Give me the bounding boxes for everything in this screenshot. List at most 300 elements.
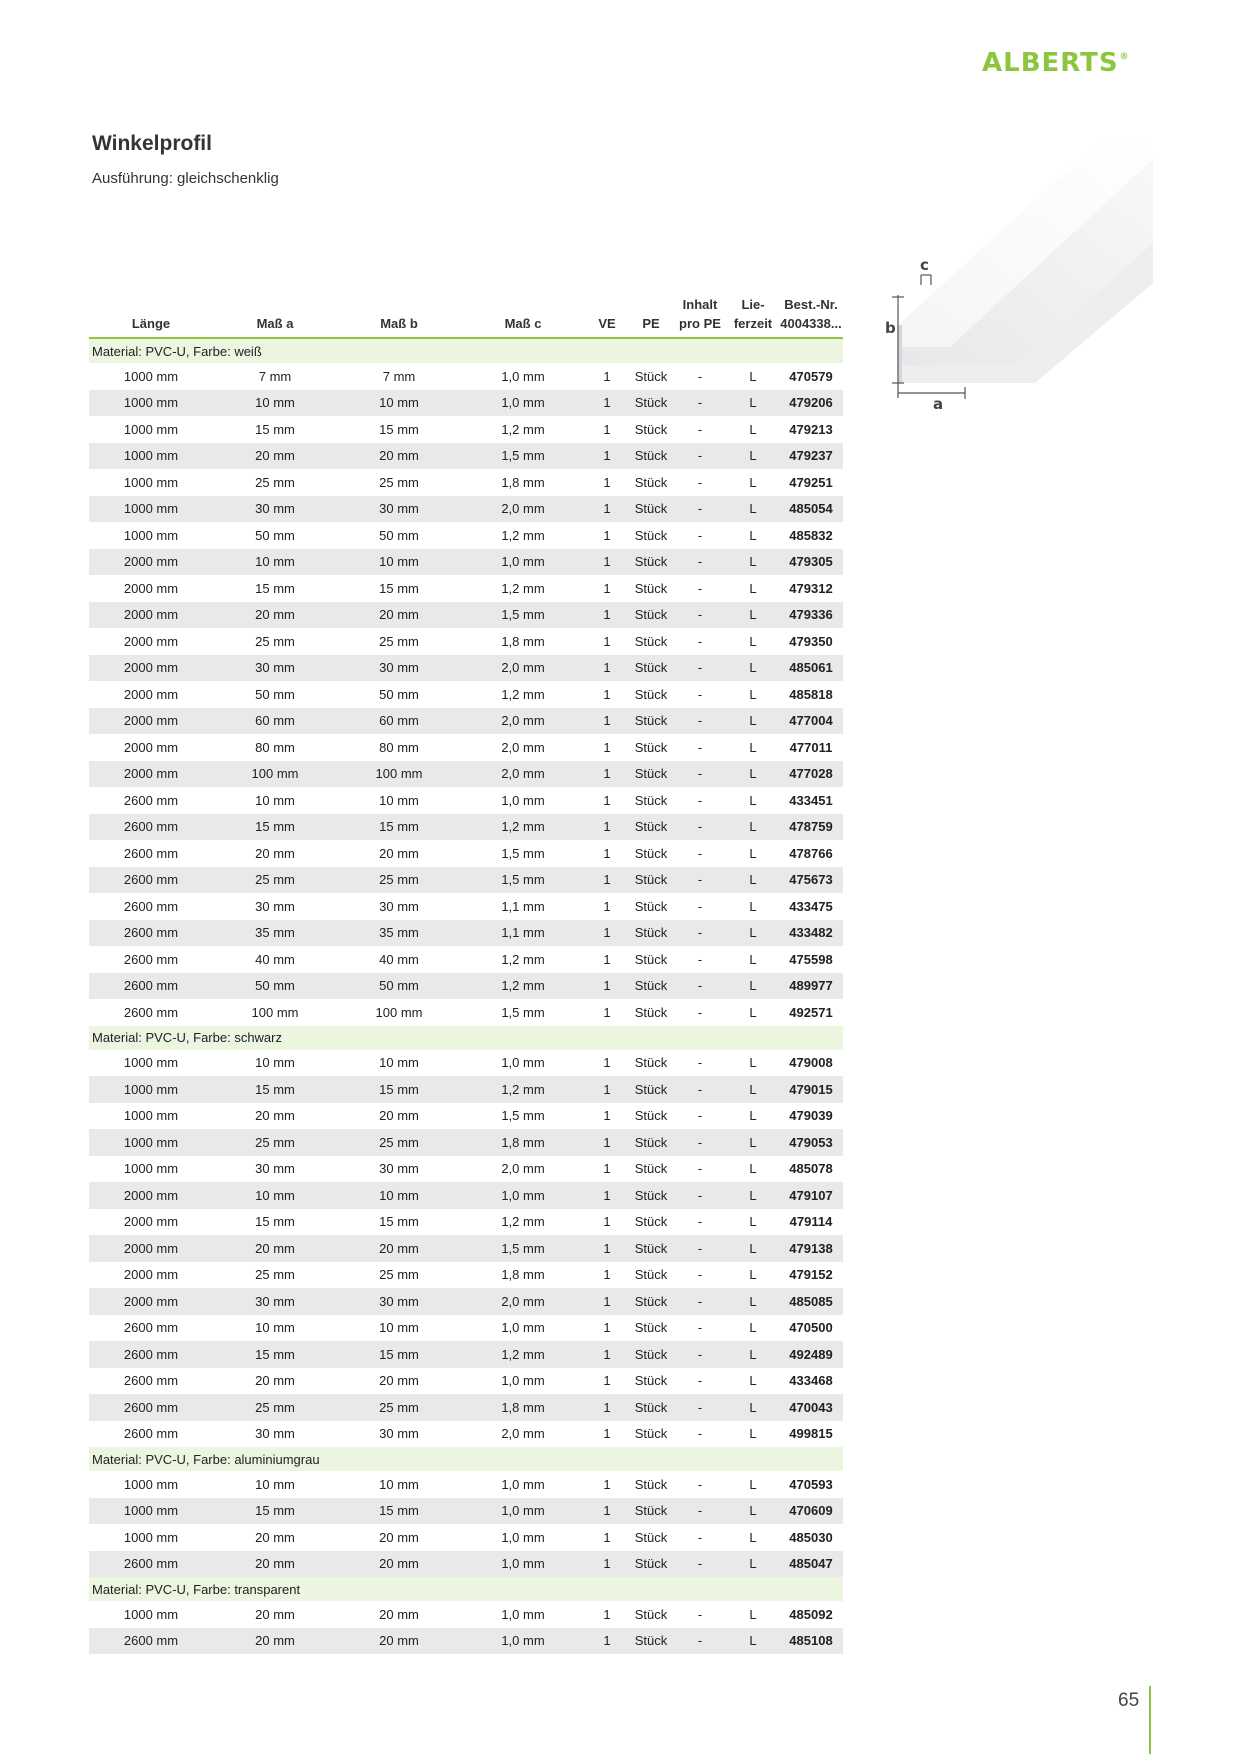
- material-group-row: [89, 1447, 843, 1471]
- table-cell: 30 mm: [337, 655, 461, 682]
- table-cell: 1: [603, 898, 611, 914]
- table-cell: 2600 mm: [123, 898, 179, 914]
- table-cell: -: [673, 1288, 727, 1315]
- table-cell: Stück: [629, 1129, 673, 1156]
- table-cell: 15 mm: [255, 421, 295, 437]
- table-cell: 2600 mm: [89, 973, 213, 1000]
- article-number-cell: 478766: [789, 845, 833, 861]
- label-c: c: [920, 256, 929, 274]
- table-cell: 1,0 mm: [461, 1182, 585, 1209]
- table-row: [89, 469, 843, 496]
- table-cell: 20 mm: [213, 1235, 337, 1262]
- column-header-line: Maß c: [504, 316, 542, 331]
- table-cell: 1: [603, 580, 611, 596]
- table-cell: Stück: [634, 1476, 668, 1492]
- table-cell: Stück: [634, 633, 668, 649]
- table-cell: 100 mm: [213, 761, 337, 788]
- table-cell: Stück: [629, 655, 673, 682]
- table-cell: 1: [585, 1601, 629, 1628]
- table-cell: -: [673, 1551, 727, 1578]
- table-cell: L: [727, 1601, 779, 1628]
- table-cell: 1,5 mm: [461, 443, 585, 470]
- table-cell: Stück: [629, 1628, 673, 1655]
- table-cell: 1: [585, 1498, 629, 1525]
- table-cell: 2000 mm: [89, 761, 213, 788]
- table-cell: Stück: [629, 1288, 673, 1315]
- column-header-line: PE: [642, 316, 660, 331]
- table-cell: 2000 mm: [89, 1182, 213, 1209]
- table-cell: -: [697, 421, 703, 437]
- article-number-cell: 479206: [779, 390, 843, 417]
- article-number-cell: 479107: [779, 1182, 843, 1209]
- table-cell: Stück: [634, 527, 668, 543]
- table-row: [89, 1209, 843, 1236]
- table-cell: 1,1 mm: [501, 898, 545, 914]
- brand-name: ALBERTS: [982, 48, 1119, 78]
- table-cell: 2600 mm: [89, 1551, 213, 1578]
- table-cell: 25 mm: [213, 1129, 337, 1156]
- table-cell: 1: [585, 1628, 629, 1655]
- article-number-cell: 470593: [789, 1476, 833, 1492]
- table-cell: -: [697, 1004, 703, 1020]
- table-cell: 1: [585, 549, 629, 576]
- table-cell: 100 mm: [375, 1004, 423, 1020]
- table-cell: 1,0 mm: [461, 390, 585, 417]
- table-cell: 2600 mm: [89, 814, 213, 841]
- table-cell: Stück: [634, 1267, 668, 1283]
- table-cell: -: [697, 845, 703, 861]
- table-cell: -: [673, 1601, 727, 1628]
- table-cell: L: [749, 1004, 757, 1020]
- table-cell: 1: [603, 633, 611, 649]
- column-header: [779, 292, 843, 338]
- table-cell: 2600 mm: [89, 867, 213, 894]
- table-cell: 1: [603, 1214, 611, 1230]
- table-row: [89, 628, 843, 655]
- article-number-cell: 485078: [789, 1161, 833, 1177]
- table-cell: L: [749, 580, 757, 596]
- column-header: [89, 292, 213, 338]
- article-number-cell: 485818: [789, 686, 833, 702]
- article-number-cell: 479312: [789, 580, 833, 596]
- table-cell: Stück: [634, 1055, 668, 1071]
- table-cell: 20 mm: [337, 443, 461, 470]
- table-cell: 1: [585, 1394, 629, 1421]
- table-cell: Stück: [629, 867, 673, 894]
- table-cell: -: [673, 655, 727, 682]
- table-cell: 2600 mm: [123, 845, 179, 861]
- table-cell: 30 mm: [337, 496, 461, 523]
- table-cell: L: [749, 792, 757, 808]
- table-cell: Stück: [634, 1108, 668, 1124]
- article-number-cell: 485108: [779, 1628, 843, 1655]
- table-body: [89, 338, 843, 1654]
- table-cell: 1: [585, 390, 629, 417]
- table-cell: 1,2 mm: [501, 421, 545, 437]
- table-cell: 25 mm: [337, 867, 461, 894]
- table-cell: L: [727, 1182, 779, 1209]
- table-cell: 20 mm: [337, 602, 461, 629]
- article-number-cell: 477011: [789, 739, 833, 755]
- table-row: [89, 1601, 843, 1628]
- column-header-line: Inhalt: [682, 297, 718, 312]
- column-header: [673, 292, 727, 338]
- material-group-row: [89, 1026, 843, 1050]
- table-cell: 50 mm: [379, 686, 419, 702]
- table-cell: 1000 mm: [89, 496, 213, 523]
- table-row: [89, 840, 843, 867]
- table-cell: 1: [585, 1076, 629, 1103]
- table-cell: L: [749, 1214, 757, 1230]
- page-number-rule: [1149, 1686, 1151, 1754]
- table-row: [89, 1288, 843, 1315]
- table-cell: 1000 mm: [89, 443, 213, 470]
- material-group-label: Material: PVC-U, Farbe: weiß: [89, 338, 843, 363]
- material-group-label: Material: PVC-U, Farbe: aluminiumgrau: [89, 1447, 843, 1471]
- table-cell: 10 mm: [255, 792, 295, 808]
- table-cell: 50 mm: [255, 686, 295, 702]
- table-cell: Stück: [634, 421, 668, 437]
- table-cell: 1: [585, 973, 629, 1000]
- table-cell: Stück: [629, 1551, 673, 1578]
- column-header: [213, 292, 337, 338]
- table-cell: 25 mm: [255, 1267, 295, 1283]
- table-cell: 1: [603, 1108, 611, 1124]
- table-cell: 10 mm: [379, 1320, 419, 1336]
- table-cell: -: [673, 1628, 727, 1655]
- table-cell: 10 mm: [255, 1320, 295, 1336]
- article-number-cell: 485054: [779, 496, 843, 523]
- table-cell: 1: [603, 1529, 611, 1545]
- table-cell: 20 mm: [213, 1551, 337, 1578]
- page-subtitle: Ausführung: gleichschenklig: [92, 170, 279, 187]
- table-cell: 1: [603, 792, 611, 808]
- table-cell: -: [697, 1267, 703, 1283]
- table-cell: 1000 mm: [89, 390, 213, 417]
- table-cell: L: [727, 814, 779, 841]
- article-number-cell: 479152: [789, 1267, 833, 1283]
- article-number-cell: 470500: [789, 1320, 833, 1336]
- table-cell: 1: [585, 1341, 629, 1368]
- table-cell: 1,0 mm: [461, 1551, 585, 1578]
- table-row: [89, 946, 843, 973]
- table-cell: 1: [585, 920, 629, 947]
- article-number-cell: 485085: [779, 1288, 843, 1315]
- column-header-line: VE: [598, 316, 616, 331]
- table-cell: 20 mm: [379, 845, 419, 861]
- table-row: [89, 1524, 843, 1551]
- table-cell: 30 mm: [337, 1288, 461, 1315]
- table-cell: L: [727, 1235, 779, 1262]
- table-cell: L: [749, 1320, 757, 1336]
- table-cell: 1: [585, 1235, 629, 1262]
- table-cell: 1,2 mm: [501, 580, 545, 596]
- column-header: [629, 292, 673, 338]
- table-cell: 1: [603, 1004, 611, 1020]
- table-cell: 1: [603, 368, 611, 384]
- table-row: [89, 1182, 843, 1209]
- table-cell: -: [697, 951, 703, 967]
- table-cell: 20 mm: [255, 1108, 295, 1124]
- table-cell: 2000 mm: [123, 1214, 179, 1230]
- table-cell: 1: [585, 814, 629, 841]
- table-cell: 1: [585, 761, 629, 788]
- table-cell: -: [697, 898, 703, 914]
- table-cell: L: [749, 686, 757, 702]
- article-number-cell: 479305: [779, 549, 843, 576]
- table-cell: 1: [603, 1055, 611, 1071]
- table-row: [89, 973, 843, 1000]
- table-cell: -: [673, 867, 727, 894]
- table-cell: Stück: [634, 1004, 668, 1020]
- table-cell: 25 mm: [337, 1394, 461, 1421]
- table-cell: 10 mm: [213, 1182, 337, 1209]
- table-cell: -: [697, 1320, 703, 1336]
- table-cell: 10 mm: [379, 1055, 419, 1071]
- table-cell: 2600 mm: [123, 1426, 179, 1442]
- table-cell: 15 mm: [337, 1076, 461, 1103]
- table-cell: 2000 mm: [123, 1267, 179, 1283]
- table-cell: 1,5 mm: [501, 1004, 545, 1020]
- table-cell: 30 mm: [255, 1426, 295, 1442]
- table-cell: 30 mm: [379, 1426, 419, 1442]
- registered-mark: ®: [1119, 52, 1130, 62]
- table-cell: Stück: [629, 496, 673, 523]
- table-cell: -: [673, 920, 727, 947]
- table-row: [89, 416, 843, 443]
- table-cell: 50 mm: [255, 527, 295, 543]
- table-cell: L: [727, 390, 779, 417]
- table-cell: 2,0 mm: [461, 708, 585, 735]
- article-number-cell: 485047: [779, 1551, 843, 1578]
- table-cell: 1,5 mm: [461, 602, 585, 629]
- table-cell: 1: [585, 1551, 629, 1578]
- table-cell: 1000 mm: [123, 421, 179, 437]
- table-row: [89, 1076, 843, 1103]
- table-cell: 50 mm: [337, 973, 461, 1000]
- table-cell: L: [749, 527, 757, 543]
- table-cell: L: [727, 920, 779, 947]
- table-cell: Stück: [634, 474, 668, 490]
- table-row: [89, 681, 843, 708]
- table-cell: 2600 mm: [123, 1320, 179, 1336]
- table-cell: 1,1 mm: [461, 920, 585, 947]
- table-cell: 15 mm: [379, 421, 419, 437]
- article-number-cell: 485030: [789, 1529, 833, 1545]
- column-header: [585, 292, 629, 338]
- table-cell: 15 mm: [213, 814, 337, 841]
- column-header-line: Maß b: [380, 316, 418, 331]
- table-cell: 15 mm: [255, 580, 295, 596]
- table-cell: -: [673, 708, 727, 735]
- table-cell: L: [749, 421, 757, 437]
- table-cell: L: [749, 474, 757, 490]
- article-number-cell: 470579: [789, 368, 833, 384]
- table-cell: Stück: [634, 686, 668, 702]
- table-cell: 1: [603, 739, 611, 755]
- table-cell: Stück: [629, 1498, 673, 1525]
- article-number-cell: 433475: [789, 898, 833, 914]
- table-cell: 1000 mm: [123, 1055, 179, 1071]
- table-cell: 20 mm: [213, 443, 337, 470]
- table-cell: 15 mm: [379, 580, 419, 596]
- table-cell: 60 mm: [213, 708, 337, 735]
- table-cell: 1,0 mm: [461, 1498, 585, 1525]
- column-header-line: Länge: [131, 316, 171, 331]
- table-cell: L: [749, 1529, 757, 1545]
- article-number-cell: 489977: [779, 973, 843, 1000]
- table-cell: -: [673, 496, 727, 523]
- table-row: [89, 1368, 843, 1395]
- table-row: [89, 1262, 843, 1289]
- table-cell: -: [697, 1214, 703, 1230]
- table-cell: L: [749, 1055, 757, 1071]
- table-cell: 40 mm: [379, 951, 419, 967]
- table-cell: 30 mm: [255, 898, 295, 914]
- material-group-label: Material: PVC-U, Farbe: schwarz: [89, 1026, 843, 1050]
- table-cell: Stück: [629, 1341, 673, 1368]
- table-cell: 2000 mm: [89, 549, 213, 576]
- page-title: Winkelprofil: [92, 132, 212, 155]
- table-cell: -: [673, 1235, 727, 1262]
- table-cell: -: [697, 580, 703, 596]
- table-cell: 20 mm: [337, 1628, 461, 1655]
- table-cell: 2000 mm: [123, 580, 179, 596]
- table-cell: 1,5 mm: [461, 1235, 585, 1262]
- table-cell: 35 mm: [213, 920, 337, 947]
- table-row: [89, 1421, 843, 1448]
- label-b: b: [885, 319, 896, 337]
- page-number: 65: [1118, 1690, 1140, 1711]
- table-cell: 1000 mm: [89, 1601, 213, 1628]
- table-cell: Stück: [629, 602, 673, 629]
- table-cell: 20 mm: [337, 1601, 461, 1628]
- article-number-cell: 499815: [789, 1426, 833, 1442]
- table-row: [89, 893, 843, 920]
- table-cell: 1: [603, 686, 611, 702]
- table-cell: L: [749, 633, 757, 649]
- table-cell: 1,2 mm: [501, 951, 545, 967]
- table-cell: Stück: [629, 1601, 673, 1628]
- table-row: [89, 734, 843, 761]
- table-cell: Stück: [634, 1214, 668, 1230]
- table-cell: 25 mm: [213, 1394, 337, 1421]
- table-cell: 1000 mm: [123, 1161, 179, 1177]
- table-cell: 25 mm: [255, 633, 295, 649]
- table-cell: 1: [585, 496, 629, 523]
- column-header-line: 4004338...: [780, 316, 842, 331]
- table-cell: 20 mm: [255, 1373, 295, 1389]
- table-header: [89, 292, 843, 338]
- table-cell: 80 mm: [379, 739, 419, 755]
- table-cell: 2,0 mm: [501, 1426, 545, 1442]
- table-cell: 15 mm: [213, 1076, 337, 1103]
- article-number-cell: 478759: [779, 814, 843, 841]
- table-cell: -: [673, 1182, 727, 1209]
- table-cell: 1: [603, 1161, 611, 1177]
- table-row: [89, 999, 843, 1026]
- table-cell: 20 mm: [379, 1108, 419, 1124]
- table-cell: -: [673, 973, 727, 1000]
- table-cell: Stück: [634, 1426, 668, 1442]
- table-cell: 100 mm: [337, 761, 461, 788]
- table-row: [89, 787, 843, 814]
- table-cell: 1,0 mm: [501, 368, 545, 384]
- table-cell: L: [749, 1108, 757, 1124]
- table-cell: 15 mm: [379, 1214, 419, 1230]
- table-cell: 40 mm: [255, 951, 295, 967]
- table-cell: 1,0 mm: [461, 1628, 585, 1655]
- table-cell: Stück: [634, 739, 668, 755]
- table-cell: 1000 mm: [89, 1129, 213, 1156]
- table-cell: L: [727, 602, 779, 629]
- article-number-cell: 475673: [779, 867, 843, 894]
- table-cell: 10 mm: [255, 1055, 295, 1071]
- table-row: [89, 1156, 843, 1183]
- table-cell: Stück: [634, 1373, 668, 1389]
- table-cell: 1,2 mm: [461, 1076, 585, 1103]
- table-row: [89, 1050, 843, 1077]
- label-a: a: [933, 395, 944, 413]
- table-cell: Stück: [629, 1394, 673, 1421]
- table-cell: Stück: [634, 368, 668, 384]
- table-cell: 30 mm: [213, 655, 337, 682]
- table-row: [89, 1628, 843, 1655]
- material-group-label: Material: PVC-U, Farbe: transparent: [89, 1577, 843, 1601]
- article-number-cell: 477028: [779, 761, 843, 788]
- table-cell: L: [749, 898, 757, 914]
- table-cell: L: [727, 867, 779, 894]
- table-cell: 25 mm: [337, 1129, 461, 1156]
- table-cell: 10 mm: [337, 549, 461, 576]
- table-cell: 2000 mm: [89, 1235, 213, 1262]
- table-cell: L: [727, 1076, 779, 1103]
- table-cell: L: [727, 761, 779, 788]
- table-cell: Stück: [629, 390, 673, 417]
- table-cell: L: [727, 1129, 779, 1156]
- table-cell: -: [673, 1129, 727, 1156]
- table-cell: Stück: [634, 1320, 668, 1336]
- column-header-line: Lie-: [741, 297, 765, 312]
- table-row: [89, 1315, 843, 1342]
- table-cell: 1,5 mm: [501, 1108, 545, 1124]
- table-cell: -: [673, 1341, 727, 1368]
- table-cell: Stück: [634, 1529, 668, 1545]
- table-cell: Stück: [629, 443, 673, 470]
- table-cell: L: [727, 973, 779, 1000]
- table-cell: 20 mm: [379, 1529, 419, 1545]
- table-cell: 80 mm: [255, 739, 295, 755]
- table-cell: -: [673, 549, 727, 576]
- table-cell: 25 mm: [379, 1267, 419, 1283]
- table-cell: -: [697, 527, 703, 543]
- article-number-cell: 492571: [789, 1004, 833, 1020]
- table-row: [89, 1129, 843, 1156]
- table-cell: 10 mm: [213, 549, 337, 576]
- table-cell: -: [673, 761, 727, 788]
- table-cell: 2000 mm: [89, 655, 213, 682]
- table-cell: -: [697, 633, 703, 649]
- table-cell: 20 mm: [255, 845, 295, 861]
- table-row: [89, 1103, 843, 1130]
- table-cell: L: [727, 1288, 779, 1315]
- table-cell: 50 mm: [213, 973, 337, 1000]
- table-cell: 1: [603, 845, 611, 861]
- table-cell: L: [727, 1394, 779, 1421]
- angle-profile-figure: [865, 133, 1153, 423]
- table-cell: L: [727, 549, 779, 576]
- table-cell: Stück: [629, 1076, 673, 1103]
